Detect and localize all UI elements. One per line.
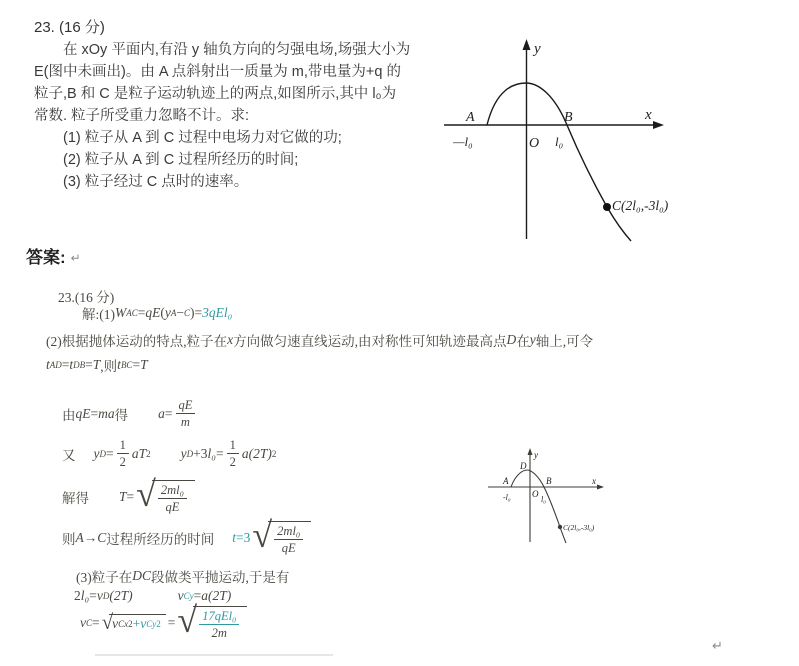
fraction-denominator: 2m	[211, 626, 227, 641]
sub-D: D	[102, 591, 110, 601]
x-axis-arrow-icon	[653, 121, 664, 129]
origin-label: O	[532, 489, 539, 499]
fraction	[158, 483, 187, 515]
var-DC: DC	[132, 568, 152, 583]
parabola-curve	[511, 470, 566, 543]
answer-header	[26, 243, 81, 268]
coefficient-2: 2	[74, 588, 81, 603]
point-c-label: C(2l₀,-3l₀)	[563, 523, 595, 532]
neg-l0-tick-label: -l₀	[503, 493, 511, 502]
point-a-label: A	[503, 476, 509, 486]
equals: =	[132, 357, 141, 372]
var-D: D	[506, 332, 517, 347]
square-root	[101, 610, 166, 635]
equals: =	[137, 305, 146, 320]
var-l0: l₀	[80, 588, 90, 603]
solution-figure	[486, 444, 622, 554]
y-axis-label: y	[534, 41, 541, 57]
var-x: x	[227, 332, 234, 347]
text-segment: 在	[516, 334, 530, 349]
var-t: t	[46, 357, 50, 372]
solution-heading-text: 23.(16 分)	[58, 290, 115, 305]
fraction-numerator: qE	[176, 398, 196, 414]
equals: =	[215, 445, 224, 461]
y-axis-arrow-icon	[523, 39, 531, 50]
text-segment: 方向做匀速直线运动,由对称性可知轨迹最高点	[233, 334, 507, 349]
text-segment: (3)粒子在	[76, 570, 133, 585]
fraction-denominator: 2	[229, 455, 236, 470]
fraction	[274, 524, 303, 556]
text-segment: 则	[62, 532, 76, 548]
fraction	[199, 609, 239, 641]
l0-tick-label: l₀	[555, 134, 564, 149]
var-C: C	[97, 530, 107, 546]
fraction	[227, 438, 239, 470]
sup-2: 2	[271, 448, 277, 459]
text-segment: 由	[62, 407, 76, 423]
total-time-equation	[62, 515, 313, 556]
var-qE: qE	[75, 405, 91, 421]
time-symmetry-equation	[46, 355, 148, 375]
equals: =	[194, 305, 203, 320]
sub-D: D	[99, 448, 106, 459]
equals: =	[90, 405, 99, 421]
paren: (	[160, 305, 165, 320]
var-ma: ma	[98, 405, 115, 421]
sub-Cx: Cx	[118, 619, 129, 630]
var-v: v	[96, 588, 103, 603]
var-a: a	[158, 405, 165, 421]
equals: =	[164, 405, 173, 421]
text-segment: 过程所经历的时间	[106, 532, 215, 548]
var-y: y	[180, 445, 187, 461]
question-paragraph	[34, 39, 446, 193]
factor-2T: (2T)	[207, 588, 232, 603]
equals: =	[85, 357, 93, 372]
equals: =	[61, 357, 70, 372]
var-aT: aT	[131, 445, 147, 461]
minus: −	[176, 305, 185, 320]
sup-2: 2	[146, 448, 151, 459]
var-l0: l₀	[207, 445, 216, 461]
equals: =	[106, 445, 114, 461]
factor-2T: (2T)	[109, 588, 133, 603]
y-axis-arrow-icon	[528, 448, 533, 455]
final-speed-equation	[80, 600, 249, 641]
question-line: E(图中未画出)。由 A 点斜射出一质量为 m,带电量为+q 的	[34, 64, 401, 80]
work-result: 3qEl₀	[202, 305, 233, 320]
question-number: 23. (16 分)	[34, 19, 105, 36]
fraction-numerator: 1	[227, 438, 239, 454]
sub-D: D	[186, 448, 194, 459]
text-segment: 得	[114, 407, 129, 423]
x-axis-label: x	[592, 476, 596, 486]
return-mark: ↵	[712, 638, 723, 653]
var-t: t	[69, 357, 74, 372]
var-W: W	[115, 305, 127, 320]
text-segment: (2)根据抛体运动的特点,粒子在	[46, 334, 228, 349]
point-c-dot	[558, 525, 562, 529]
displacement-equations	[62, 438, 276, 470]
var-a2T: a(2T)	[241, 445, 272, 461]
var-v: v	[80, 615, 86, 631]
fraction-denominator: m	[180, 415, 190, 430]
sub-Cy: Cy	[146, 619, 157, 630]
question-item-2: (2) 粒子从 A 到 C 过程所经历的时间;	[63, 152, 299, 168]
radical-sign: √	[252, 515, 273, 555]
fraction-numerator: 1	[117, 438, 129, 454]
equals-3: =3	[236, 530, 251, 546]
radical-sign: √	[177, 600, 198, 640]
plus-3: +3	[193, 445, 208, 461]
solution-step-2-text	[46, 330, 593, 350]
text-segment: 轴上,可令	[535, 334, 594, 349]
sup-2: 2	[156, 619, 161, 630]
text-segment: 解得	[62, 491, 89, 507]
sub-BC: BC	[120, 360, 133, 370]
equals: =	[92, 615, 100, 631]
point-c-dot	[603, 203, 611, 211]
plus: +	[132, 616, 141, 632]
text-segment: 段做类平抛运动,于是有	[151, 570, 290, 585]
var-v: v	[177, 588, 184, 603]
answer-header-text: 答案:	[26, 248, 66, 267]
point-a-label: A	[466, 110, 475, 125]
solution-step-3-text	[76, 566, 289, 586]
sub-DB: DB	[73, 360, 86, 370]
point-d-label: D	[520, 461, 527, 471]
sup-2: 2	[128, 619, 133, 630]
solve-T-equation	[62, 474, 197, 515]
var-t: t	[232, 530, 237, 546]
text-segment: ,则	[100, 359, 118, 374]
question-line: 粒子,B 和 C 是粒子运动轨迹上的两点,如图所示,其中 l₀为	[34, 86, 397, 102]
sub-C: C	[184, 308, 191, 318]
var-t: t	[117, 357, 121, 372]
point-b-label: B	[546, 476, 552, 486]
var-qE: qE	[145, 305, 161, 320]
y-axis-label: y	[534, 450, 538, 460]
question-line: 在 xOy 平面内,有沿 y 轴负方向的匀强电场,场强大小为	[63, 42, 411, 58]
radical-sign: √	[101, 610, 114, 635]
fraction-numerator: 2ml₀	[274, 524, 303, 540]
sub-AD: AD	[49, 360, 62, 370]
fraction-numerator: 2ml₀	[158, 483, 187, 499]
equals: =	[126, 489, 135, 505]
projectile-equations	[74, 588, 231, 604]
sub-A: A	[170, 308, 177, 318]
radical-sign: √	[136, 474, 156, 514]
sub-AC: AC	[126, 308, 138, 318]
square-root	[252, 515, 311, 556]
equals: =	[193, 588, 202, 603]
l0-tick-label: l₀	[541, 495, 547, 504]
equals: =	[167, 615, 176, 631]
neg-l0-tick-label: —l₀	[453, 134, 473, 149]
var-v: v	[112, 616, 119, 632]
return-mark: ↵	[70, 251, 81, 265]
newton-law-equation	[62, 398, 198, 430]
var-T: T	[92, 357, 101, 372]
x-axis-label: x	[645, 107, 652, 123]
var-v: v	[140, 616, 147, 632]
solution-step-1	[82, 303, 232, 323]
fraction	[176, 398, 196, 430]
x-axis-arrow-icon	[597, 485, 604, 490]
point-c-label: C(2l₀,-3l₀)	[612, 198, 669, 213]
var-T: T	[119, 489, 127, 505]
question-line: 常数. 粒子所受重力忽略不计。求:	[34, 108, 250, 124]
square-root	[177, 600, 247, 641]
point-b-label: B	[564, 110, 573, 125]
var-T: T	[140, 357, 148, 372]
var-y: y	[529, 332, 536, 347]
square-root	[136, 474, 195, 515]
var-y: y	[164, 305, 171, 320]
var-a: a	[201, 588, 208, 603]
sub-Cy: Cy	[183, 591, 194, 601]
arrow-right: →	[83, 530, 98, 546]
var-A: A	[75, 530, 84, 546]
question-item-3: (3) 粒子经过 C 点时的速率。	[63, 174, 249, 190]
fraction-denominator: 2	[119, 455, 126, 470]
paren: )	[190, 305, 195, 320]
fraction-numerator: 17qEl₀	[199, 609, 239, 625]
fraction-denominator: qE	[281, 541, 296, 556]
parabola-curve	[487, 83, 631, 241]
sub-C: C	[86, 618, 93, 629]
fraction	[117, 438, 129, 470]
origin-label: O	[529, 136, 540, 151]
scan-artifact-line	[95, 654, 333, 656]
trajectory-figure	[440, 33, 692, 247]
text-segment: 又	[62, 447, 76, 463]
question-item-1: (1) 粒子从 A 到 C 过程中电场力对它做的功;	[63, 130, 342, 146]
step1-lead: 解:(1)	[82, 307, 115, 322]
fraction-denominator: qE	[165, 500, 180, 515]
var-y: y	[93, 445, 100, 461]
equals: =	[89, 588, 97, 603]
